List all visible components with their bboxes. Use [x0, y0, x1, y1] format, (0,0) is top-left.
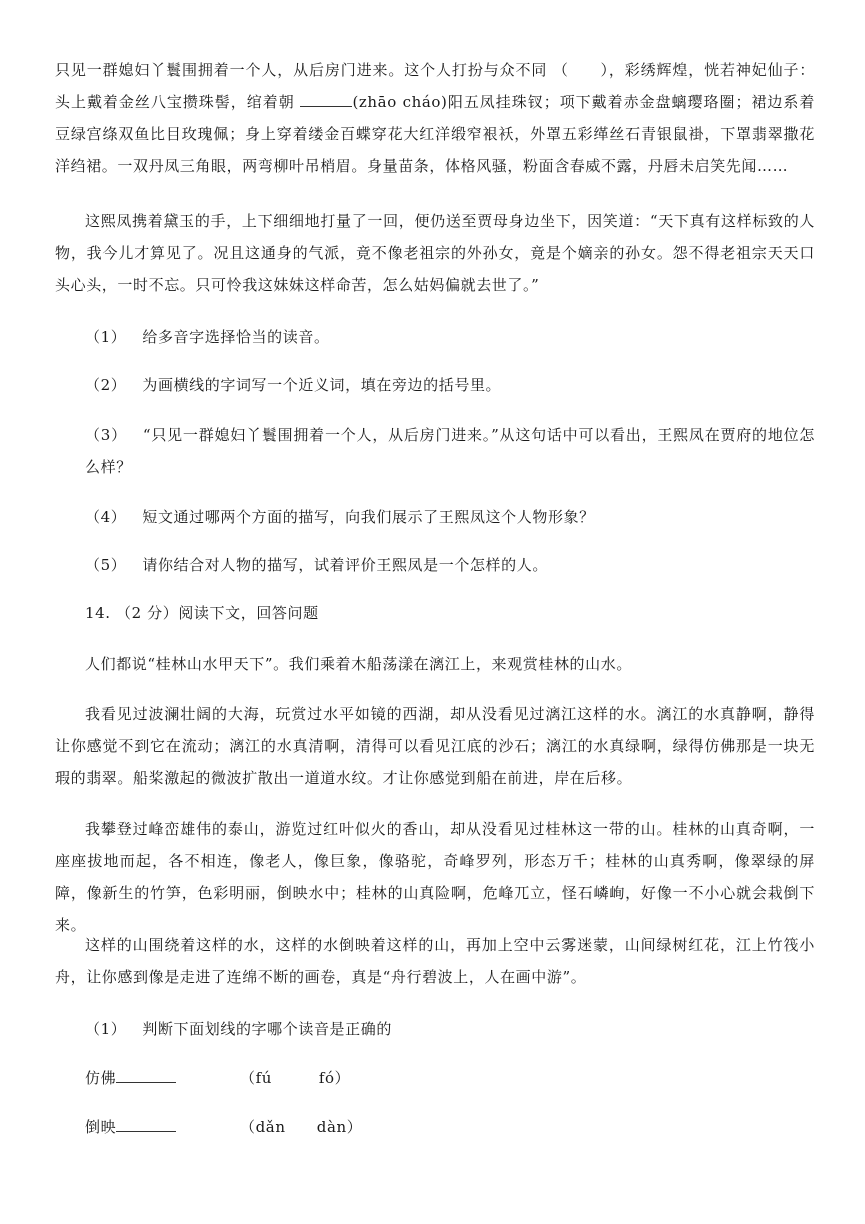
item-word: 倒映	[85, 1118, 117, 1136]
pinyin-options: （dǎn dàn）	[240, 1118, 363, 1136]
answer-blank[interactable]	[116, 1064, 176, 1083]
pinyin-item-row	[85, 1062, 351, 1094]
question-2	[85, 369, 501, 401]
question-14-header: 14. （2 分）阅读下文，回答问题	[85, 604, 319, 622]
q14-sub-question-1	[85, 1013, 392, 1045]
question-text: 给多音字选择恰当的读音。	[142, 328, 330, 346]
question-text: 判断下面划线的字哪个读音是正确的	[142, 1020, 392, 1038]
question-number: （3）	[85, 426, 127, 444]
question-1	[85, 321, 330, 353]
question-text: 请你结合对人物的描写，试着评价王熙凤是一个怎样的人。	[142, 556, 548, 574]
question-4	[85, 501, 595, 533]
answer-blank[interactable]	[116, 1113, 176, 1132]
paragraph-text: 只见一群媳妇丫鬟围拥着一个人，从后房门进来。这个人打扮与众不同 （ ），彩绣辉煌，恍若神妃仙子：头上戴着金丝八宝攒珠髻，绾着朝	[55, 61, 815, 111]
q14-paragraph-1: 人们都说“桂林山水甲天下”。我们乘着木船荡漾在漓江上，来观赏桂林的山水。	[85, 655, 632, 673]
question-number: （5）	[85, 556, 127, 574]
answer-blank[interactable]	[300, 90, 352, 107]
question-text: 短文通过哪两个方面的描写，向我们展示了王熙凤这个人物形象？	[142, 508, 595, 526]
question-5	[85, 549, 548, 581]
item-word: 仿佛	[85, 1069, 117, 1087]
question-text: 为画横线的字词写一个近义词，填在旁边的括号里。	[142, 376, 502, 394]
q14-paragraph-3: 我攀登过峰峦雄伟的泰山，游览过红叶似火的香山，却从没看见过桂林这一带的山。桂林的山真奇啊，一座座拔地而起，各不相连，像老人，像巨象，像骆驼，奇峰罗列，形态万千；桂林的山真秀啊，像翠绿的屏障，像新生的竹笋，色彩明丽，倒映水中；桂林的山真险啊，危峰兀立，怪石嶙峋，好像一不小心就会栽倒下来。	[55, 820, 815, 934]
paragraph-text: 阳五凤挂珠钗；项下戴着赤金盘螭璎珞圈；裙边系着豆绿宫绦双鱼比目玫瑰佩；身上穿着缕金百蝶穿花大红洋缎窄裉袄，外罩五彩缂丝石青银鼠褂，下罩翡翠撒花洋绉裙。一双丹凤三角眼，两弯柳叶吊梢眉。身量苗条，体格风骚，粉面含春威不露，丹唇未启笑先闻……	[55, 93, 815, 175]
question-text: “只见一群媳妇丫鬟围拥着一个人，从后房门进来。”从这句话中可以看出，王熙凤在贾府的地位怎么样？	[85, 426, 816, 476]
q14-paragraph-4: 这样的山围绕着这样的水，这样的水倒映着这样的山，再加上空中云雾迷蒙，山间绿树红花，江上竹筏小舟，让你感到像是走进了连绵不断的画卷，真是“舟行碧波上，人在画中游”。	[55, 936, 815, 986]
question-number: （1）	[85, 328, 127, 346]
q14-paragraph-2: 我看见过波澜壮阔的大海，玩赏过水平如镜的西湖，却从没看见过漓江这样的水。漓江的水真静啊，静得让你感觉不到它在流动；漓江的水真清啊，清得可以看见江底的沙石；漓江的水真绿啊，绿得仿佛那是一块无瑕的翡翠。船桨激起的微波扩散出一道道水纹。才让你感觉到船在前进，岸在后移。	[55, 705, 815, 787]
question-3	[85, 419, 815, 483]
passage-paragraph-2: 这熙凤携着黛玉的手，上下细细地打量了一回，便仍送至贾母身边坐下，因笑道：“天下真有这样标致的人物，我今儿才算见了。况且这通身的气派，竟不像老祖宗的外孙女，竟是个嫡亲的孙女。怨不得老祖宗天天口头心头，一时不忘。只可怜我这妹妹这样命苦，怎么姑妈偏就去世了。”	[55, 212, 815, 294]
question-number: （4）	[85, 508, 127, 526]
question-number: （1）	[85, 1020, 127, 1038]
pinyin-options: （fú fó）	[240, 1069, 351, 1087]
passage-paragraph-1	[55, 54, 815, 182]
pinyin-choice: (zhāo cháo)	[352, 93, 448, 111]
pinyin-item-row	[85, 1111, 363, 1143]
question-number: （2）	[85, 376, 127, 394]
